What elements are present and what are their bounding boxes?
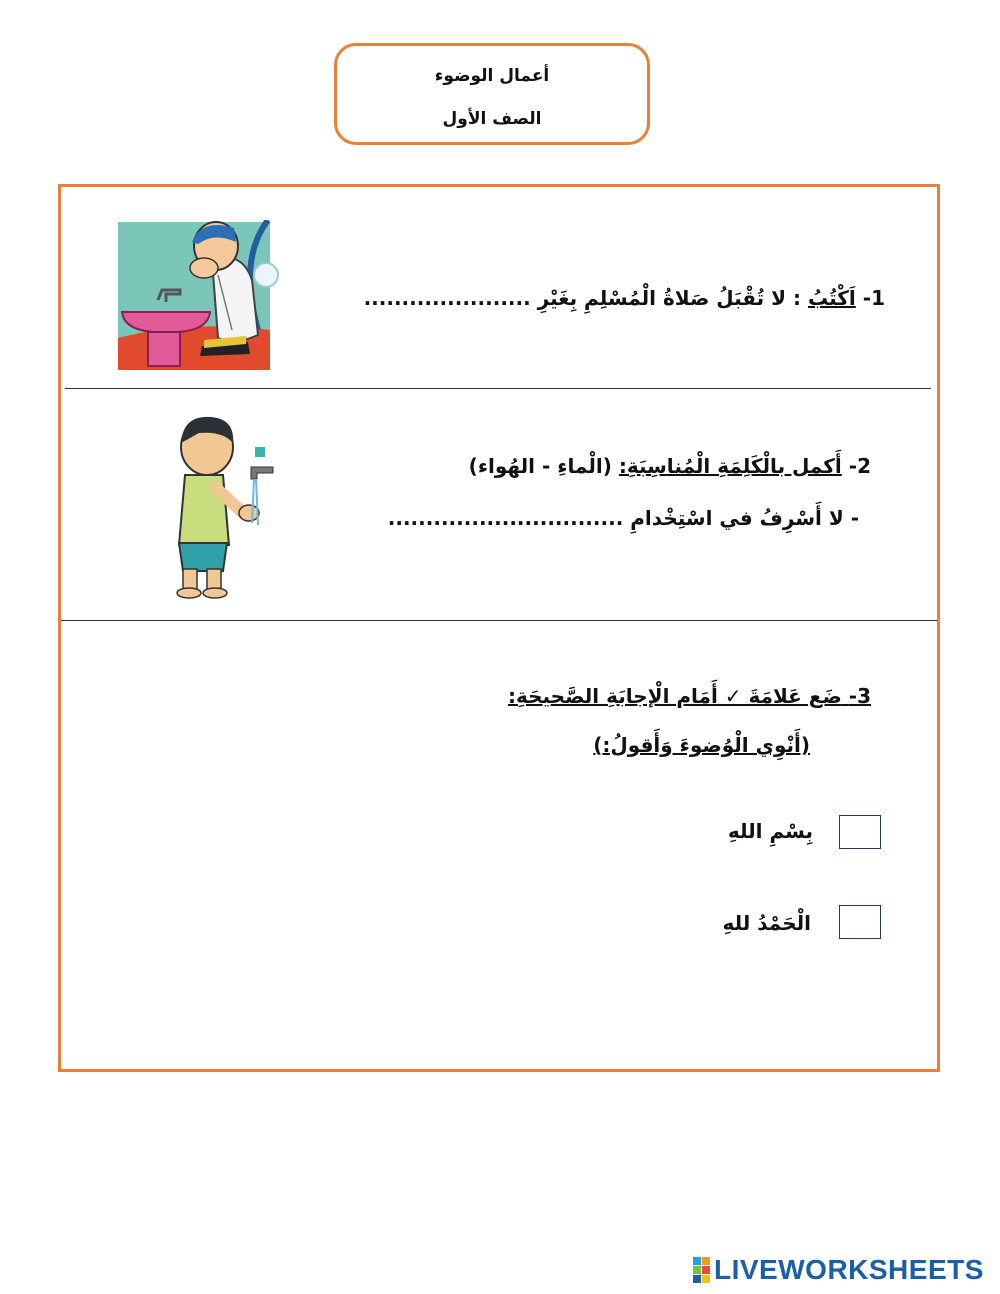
worksheet-title: أعمال الوضوء bbox=[434, 66, 550, 86]
title-box bbox=[334, 43, 650, 145]
question-1 bbox=[364, 286, 885, 310]
boy-washing-face-illustration bbox=[118, 220, 284, 376]
option-label: الْحَمْدُ للهِ bbox=[722, 911, 811, 935]
question-2-word-bank: (الْماءِ - الهُواء) bbox=[468, 454, 612, 478]
question-2-instruction: أَكمل بالْكَلِمَةِ الْمُناسِبَةِ: bbox=[618, 454, 842, 478]
logo-icon bbox=[693, 1257, 710, 1283]
question-2-number: 2- bbox=[848, 454, 871, 478]
question-3-instruction: ضَع عَلامَةَ ✓ أَمَام الْإجابَةِ الصَّحيحَةِ: bbox=[507, 684, 842, 708]
question-3-statement: (أَنْوِي الْوُضوءَ وَأَقولُ:) bbox=[593, 733, 810, 757]
question-3 bbox=[508, 684, 871, 708]
question-2 bbox=[469, 454, 871, 478]
option-label: بِسْمِ اللهِ bbox=[727, 819, 813, 843]
question-1-number: 1- bbox=[862, 286, 885, 310]
brand-name: LIVEWORKSHEETS bbox=[714, 1254, 984, 1285]
option-checkbox[interactable] bbox=[839, 815, 881, 849]
question-1-instruction: اَكْتُبُ bbox=[807, 286, 856, 310]
question-2-sentence[interactable]: - لا أَسْرِفُ في اسْتِخْدامِ ............................... bbox=[387, 506, 859, 530]
question-1-text[interactable]: : لا تُقْبَلُ صَلاةُ الْمُسْلِمِ بِغَيْرِ ...................... bbox=[363, 286, 801, 310]
section-divider bbox=[65, 388, 931, 389]
liveworksheets-logo bbox=[693, 1253, 984, 1287]
worksheet-body bbox=[58, 184, 940, 1072]
question-3-number: 3- bbox=[848, 684, 871, 708]
boy-washing-hands-illustration bbox=[159, 413, 279, 599]
grade-label: الصف الأول bbox=[442, 109, 542, 129]
option-checkbox[interactable] bbox=[839, 905, 881, 939]
section-divider bbox=[61, 620, 937, 621]
